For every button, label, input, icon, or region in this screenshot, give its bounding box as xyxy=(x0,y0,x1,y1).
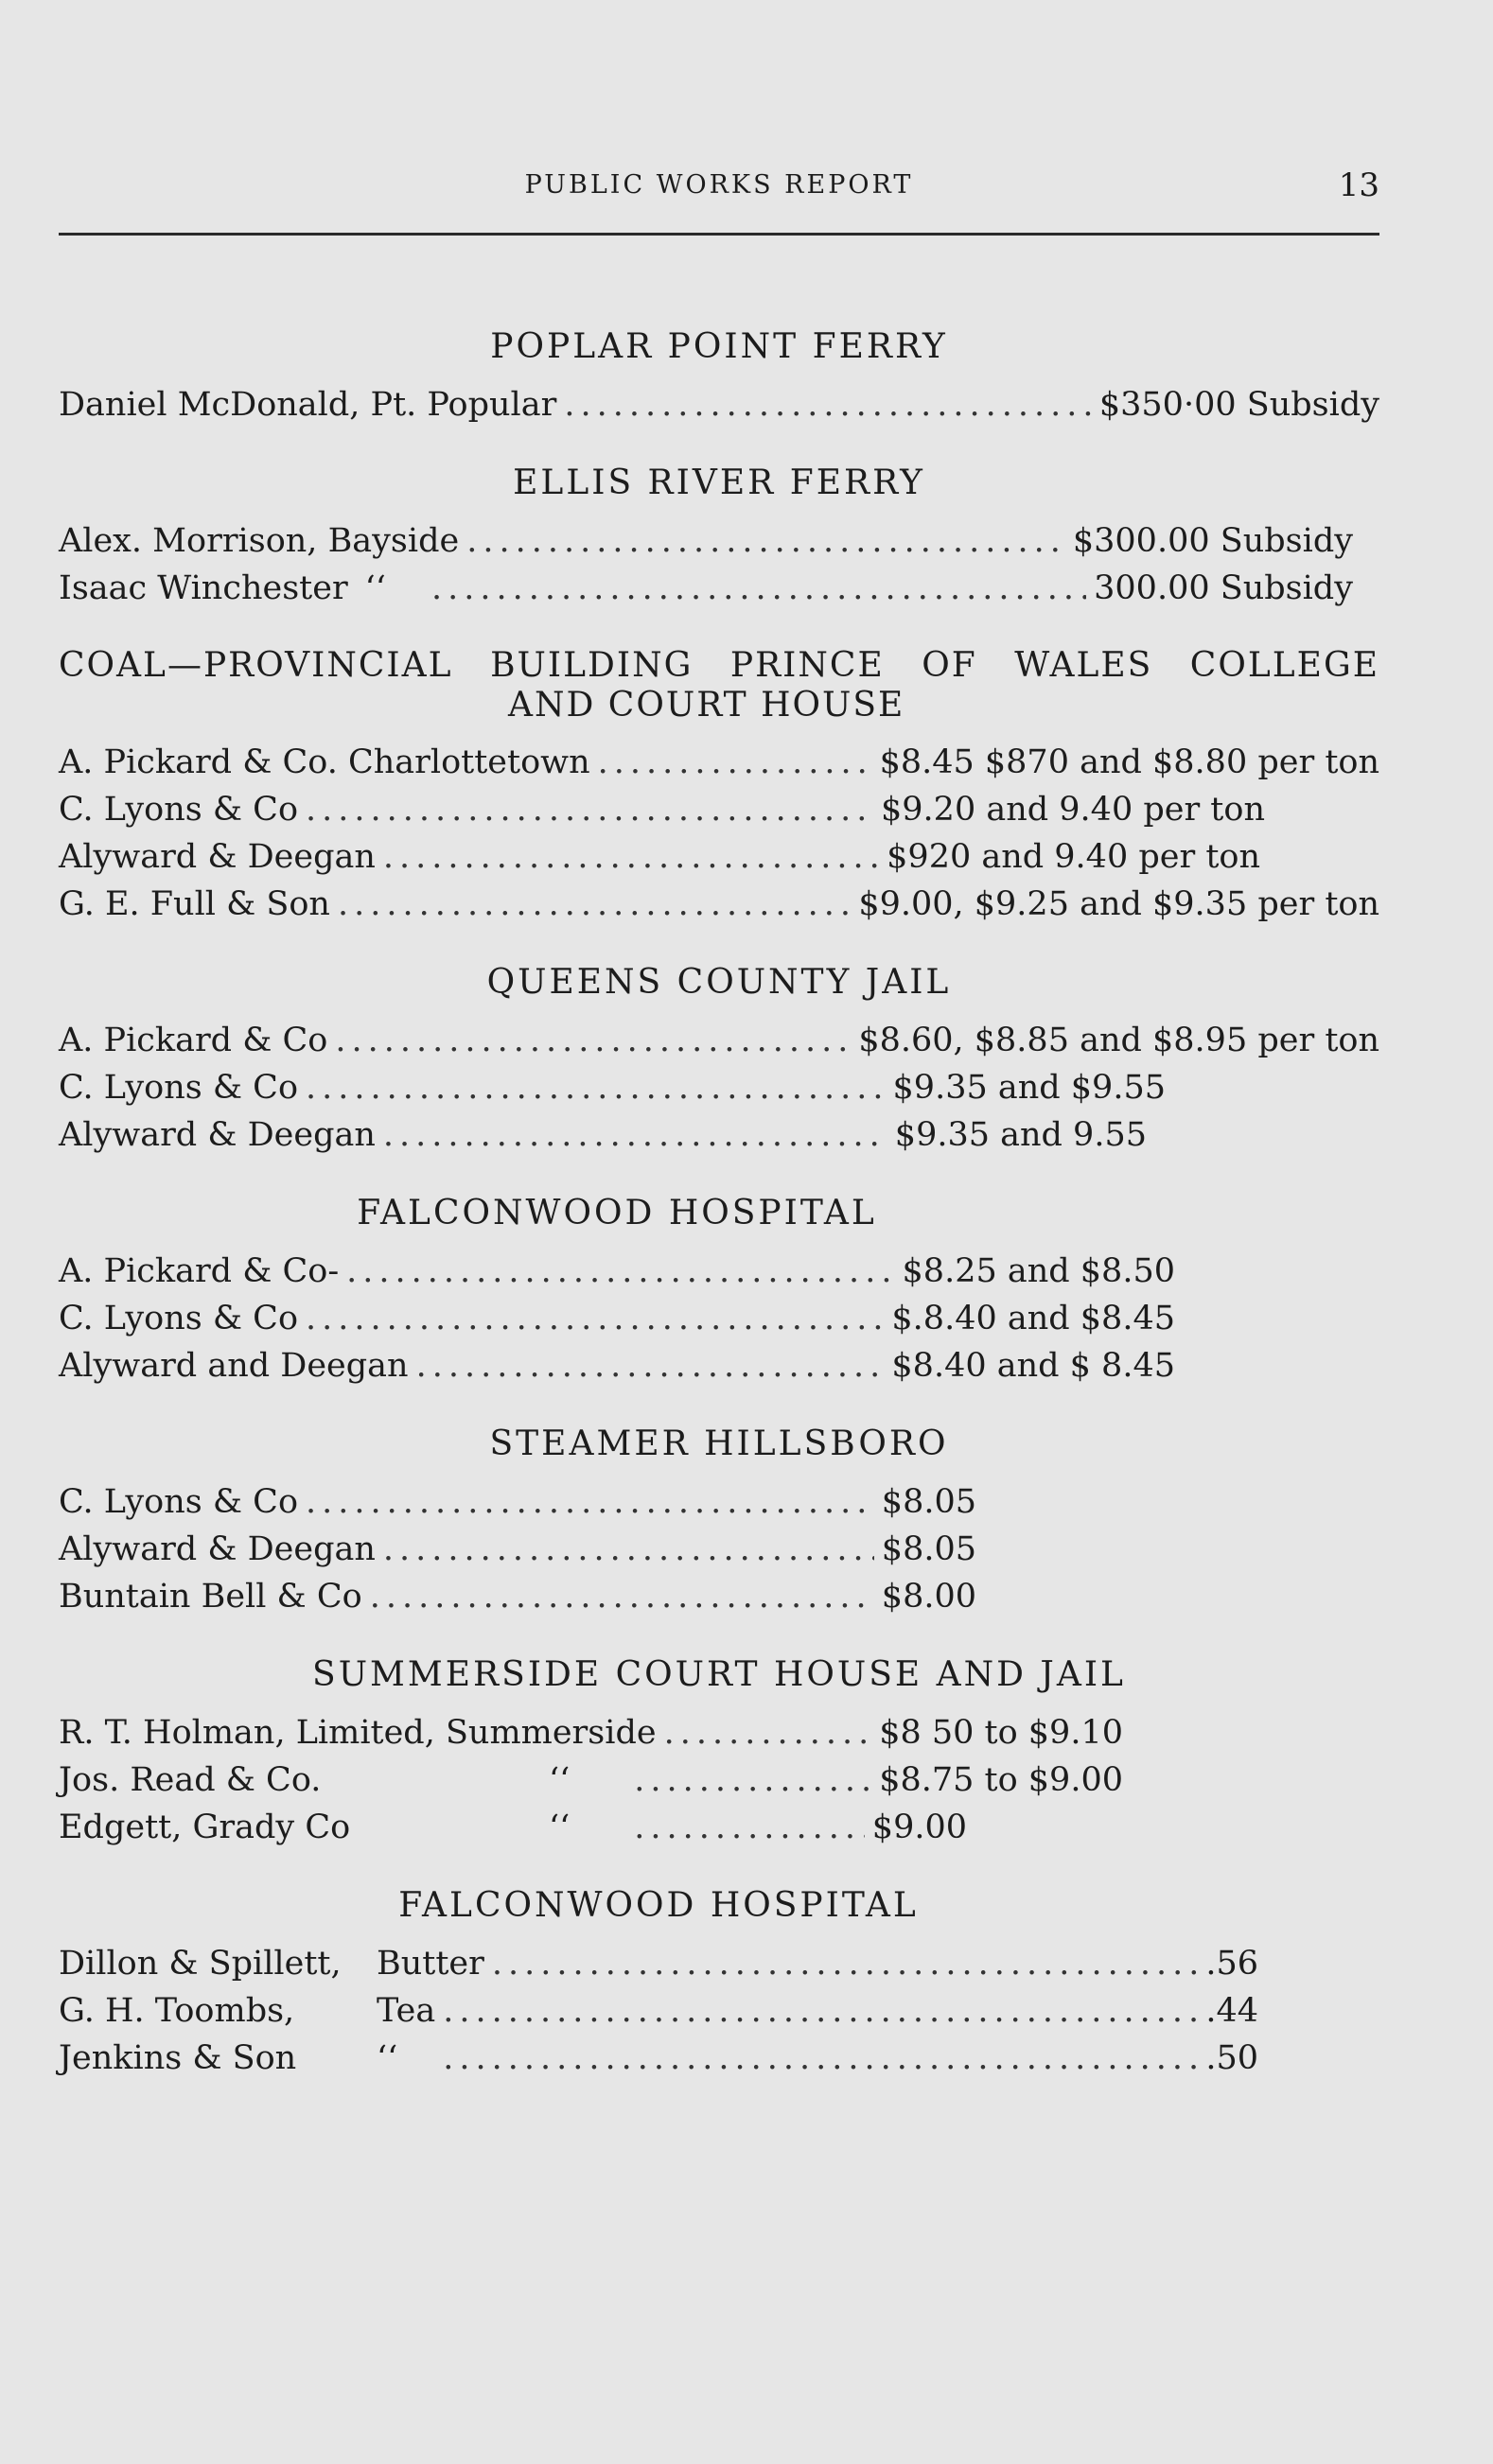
table-row xyxy=(59,2035,1258,2082)
dot-leader xyxy=(370,1573,874,1620)
section-title: FALCONWOOD HOSPITAL xyxy=(357,1194,877,1232)
dot-leader xyxy=(306,1064,886,1111)
amount: $9.35 and $9.55 xyxy=(892,1069,1166,1107)
contractor-name: C. Lyons & Co xyxy=(59,791,299,829)
dot-leader xyxy=(598,739,872,786)
page-number: 13 xyxy=(1338,166,1379,204)
amount: $8.05 xyxy=(881,1483,976,1521)
table-row xyxy=(59,1987,1258,2035)
amount: $8.05 xyxy=(881,1530,976,1568)
table-row xyxy=(59,1017,1379,1064)
table-row xyxy=(59,786,1265,833)
header-rule xyxy=(59,233,1379,236)
amount: $8.25 and $8.50 xyxy=(902,1252,1175,1290)
contractor-name: Alyward & Deegan xyxy=(59,838,376,876)
dot-leader xyxy=(443,2035,1198,2082)
section-queens-county-jail xyxy=(59,962,1379,1159)
dot-leader xyxy=(634,1804,865,1851)
table-row xyxy=(59,1111,1147,1159)
supply-item: Tea xyxy=(377,1992,436,2030)
ditto-mark: ‘‘ xyxy=(549,1761,571,1799)
amount: .44 xyxy=(1205,1992,1258,2030)
report-content xyxy=(59,326,1379,2116)
supply-item: Butter xyxy=(377,1945,484,1983)
section-title: STEAMER HILLSBORO xyxy=(489,1424,949,1463)
dot-leader xyxy=(346,1248,894,1295)
contractor-name: Jos. Read & Co. xyxy=(59,1761,322,1799)
amount: .56 xyxy=(1205,1945,1258,1983)
dot-leader xyxy=(335,1017,851,1064)
dot-leader xyxy=(383,1111,887,1159)
amount: $9.35 and 9.55 xyxy=(894,1116,1147,1154)
table-row xyxy=(59,517,1353,565)
dot-leader xyxy=(338,881,851,928)
contractor-name: G. H. Toombs, xyxy=(59,1992,295,2030)
table-row xyxy=(59,1064,1166,1111)
amount: $8.60, $8.85 and $8.95 per ton xyxy=(858,1022,1379,1059)
dot-leader xyxy=(431,565,1086,612)
amount: $8.00 xyxy=(881,1578,976,1616)
ditto-mark: ‘‘ xyxy=(364,569,386,607)
table-row xyxy=(59,1709,1123,1756)
section-coal-provincial-building xyxy=(59,646,1379,928)
ditto-mark: ‘‘ xyxy=(377,2039,398,2077)
amount: $9.20 and 9.40 per ton xyxy=(881,791,1265,829)
table-row xyxy=(59,1248,1175,1295)
contractor-name: Alex. Morrison, Bayside xyxy=(59,522,460,560)
table-row xyxy=(59,1756,1123,1804)
section-title: QUEENS COUNTY JAIL xyxy=(486,963,952,1002)
amount: $8.45 $870 and $8.80 per ton xyxy=(879,743,1379,781)
section-falconwood-hospital xyxy=(59,1193,1175,1389)
dot-leader xyxy=(306,786,873,833)
table-row xyxy=(59,1342,1175,1389)
contractor-name: G. E. Full & Son xyxy=(59,885,330,923)
table-row xyxy=(59,739,1379,786)
amount: $8.75 to $9.00 xyxy=(879,1761,1123,1799)
running-title: PUBLIC WORKS REPORT xyxy=(524,170,914,200)
contractor-name: C. Lyons & Co xyxy=(59,1300,299,1337)
contractor-name: Alyward & Deegan xyxy=(59,1116,376,1154)
dot-leader xyxy=(492,1940,1198,1987)
section-steamer-hillsboro xyxy=(59,1424,976,1620)
contractor-name: Alyward and Deegan xyxy=(59,1347,409,1385)
ditto-mark: ‘‘ xyxy=(549,1809,571,1846)
section-summerside-court-house xyxy=(59,1654,1126,1851)
page-header xyxy=(59,166,1379,204)
table-row xyxy=(59,1940,1258,1987)
amount: 300.00 Subsidy xyxy=(1094,569,1353,607)
amount: $350·00 Subsidy xyxy=(1098,386,1379,424)
amount: $8 50 to $9.10 xyxy=(879,1714,1123,1752)
table-row xyxy=(59,1526,976,1573)
section-falconwood-hospital-supplies xyxy=(59,1885,1258,2082)
dot-leader xyxy=(383,833,879,881)
table-row xyxy=(59,881,1379,928)
section-title: FALCONWOOD HOSPITAL xyxy=(398,1886,919,1925)
dot-leader xyxy=(383,1526,874,1573)
contractor-name: Buntain Bell & Co xyxy=(59,1578,362,1616)
contractor-name: C. Lyons & Co xyxy=(59,1069,299,1107)
contractor-name: C. Lyons & Co xyxy=(59,1483,299,1521)
table-row xyxy=(59,381,1379,428)
table-row xyxy=(59,565,1353,612)
dot-leader xyxy=(634,1756,871,1804)
contractor-name: Isaac Winchester xyxy=(59,569,348,607)
table-row xyxy=(59,1804,967,1851)
section-poplar-point-ferry xyxy=(59,326,1379,428)
dot-leader xyxy=(306,1295,884,1342)
amount: $8.40 and $ 8.45 xyxy=(891,1347,1175,1385)
section-title-line-2: AND COURT HOUSE xyxy=(508,686,905,725)
dot-leader xyxy=(466,517,1065,565)
amount: $920 and 9.40 per ton xyxy=(887,838,1260,876)
section-title xyxy=(59,646,1379,725)
dot-leader xyxy=(443,1987,1198,2035)
contractor-name: Daniel McDonald, Pt. Popular xyxy=(59,386,557,424)
section-title: POPLAR POINT FERRY xyxy=(490,327,948,366)
amount: $9.00, $9.25 and $9.35 per ton xyxy=(858,885,1379,923)
dot-leader xyxy=(416,1342,885,1389)
dot-leader xyxy=(564,381,1092,428)
dot-leader xyxy=(664,1709,872,1756)
table-row xyxy=(59,833,1260,881)
amount: $.8.40 and $8.45 xyxy=(891,1300,1175,1337)
contractor-name: Jenkins & Son xyxy=(59,2039,297,2077)
table-row xyxy=(59,1295,1175,1342)
contractor-name: Alyward & Deegan xyxy=(59,1530,376,1568)
amount: .50 xyxy=(1205,2039,1258,2077)
table-row xyxy=(59,1573,976,1620)
amount: $300.00 Subsidy xyxy=(1072,522,1353,560)
contractor-name: A. Pickard & Co- xyxy=(59,1252,340,1290)
table-row xyxy=(59,1478,976,1526)
contractor-name: A. Pickard & Co. Charlottetown xyxy=(59,743,590,781)
section-title-line-1: COAL—PROVINCIAL BUILDING PRINCE OF WALES COLLEGE xyxy=(59,646,1379,685)
section-title: SUMMERSIDE COURT HOUSE AND JAIL xyxy=(312,1655,1126,1694)
dot-leader xyxy=(306,1478,874,1526)
section-ellis-river-ferry xyxy=(59,463,1353,612)
contractor-name: Edgett, Grady Co xyxy=(59,1809,351,1846)
contractor-name: A. Pickard & Co xyxy=(59,1022,328,1059)
contractor-name: R. T. Holman, Limited, Summerside xyxy=(59,1714,657,1752)
section-title: ELLIS RIVER FERRY xyxy=(513,463,925,502)
amount: $9.00 xyxy=(871,1809,967,1846)
contractor-name: Dillon & Spillett, xyxy=(59,1945,342,1983)
